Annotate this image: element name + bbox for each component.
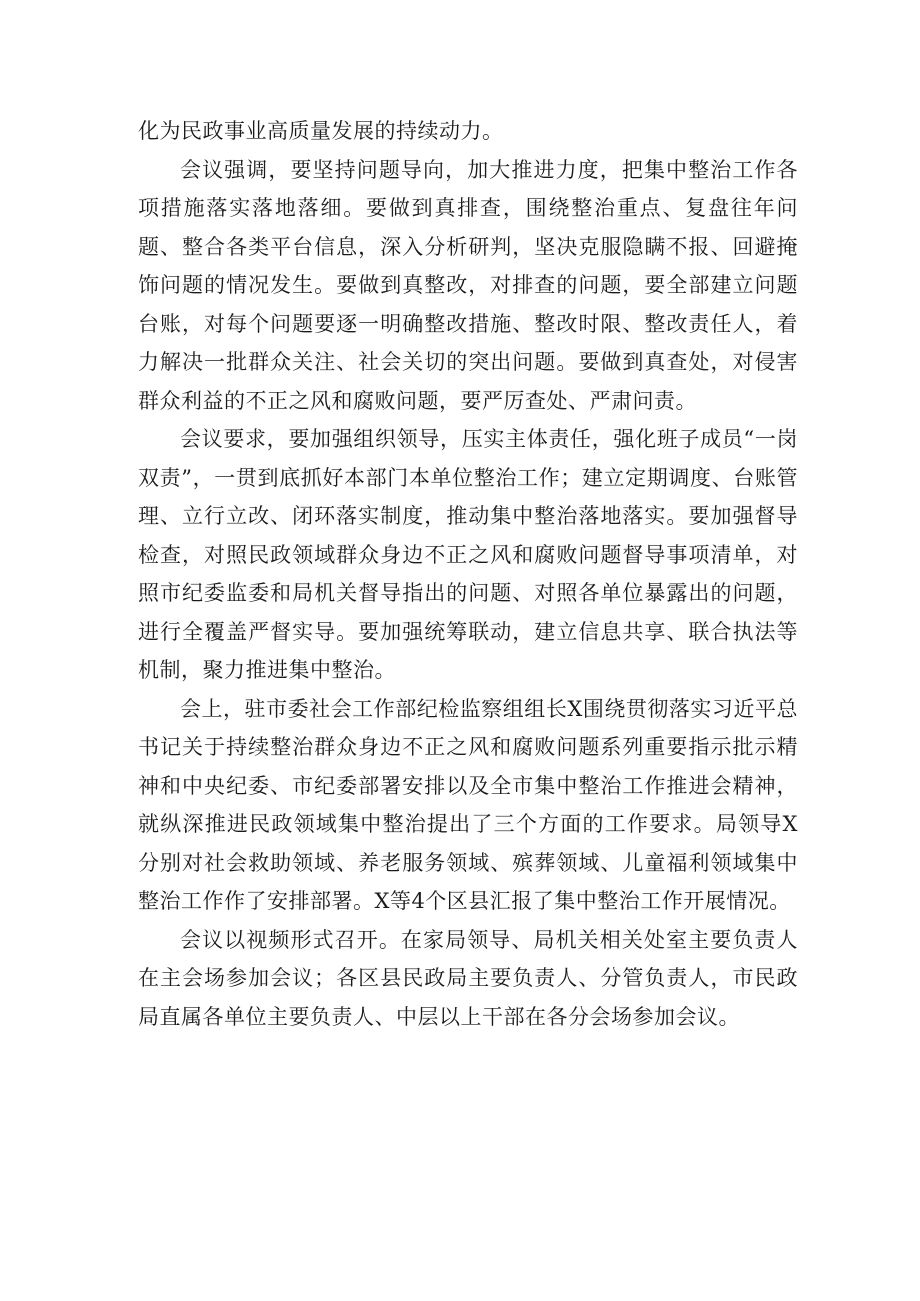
paragraph-meeting-remarks: 会上，驻市委社会工作部纪检监察组组长X围绕贯彻落实习近平总书记关于持续整治群众身边不正之风和腐败问题系列重要指示批示精神和中央纪委、市纪委部署安排以及全市集中整治工作推进会精神，就纵深推进民政领域集中整治提出了三个方面的工作要求。局领导X分别对社会救助领域、养老服务领域、殡葬领域、儿童福利领域集中整治工作作了安排部署。X等4个区县汇报了集中整治工作开展情况。 bbox=[138, 696, 798, 913]
paragraph-continuation: 化为民政事业高质量发展的持续动力。 bbox=[138, 119, 504, 143]
paragraph-requirements: 会议要求，要加强组织领导，压实主体责任，强化班子成员“一岗双责”，一贯到底抓好本部门本单位整治工作；建立定期调度、台账管理、立行立改、闭环落实制度，推动集中整治落地落实。要加强督导检查，对照民政领域群众身边不正之风和腐败问题督导事项清单，对照市纪委监委和局机关督导指出的问题、对照各单位暴露出的问题，进行全覆盖严督实导。要加强统筹联动，建立信息共享、联合执法等机制，聚力推进集中整治。 bbox=[138, 427, 798, 682]
document-body bbox=[138, 112, 798, 1036]
paragraph-emphasis: 会议强调，要坚持问题导向，加大推进力度，把集中整治工作各项措施落实落地落细。要做到真排查，围绕整治重点、复盘往年问题、整合各类平台信息，深入分析研判，坚决克服隐瞒不报、回避掩饰问题的情况发生。要做到真整改，对排查的问题，要全部建立问题台账，对每个问题要逐一明确整改措施、整改时限、整改责任人，着力解决一批群众关注、社会关切的突出问题。要做到真查处，对侵害群众利益的不正之风和腐败问题，要严厉查处、严肃问责。 bbox=[138, 157, 798, 413]
paragraph-meeting-format: 会议以视频形式召开。在家局领导、局机关相关处室主要负责人在主会场参加会议；各区县民政局主要负责人、分管负责人，市民政局直属各单位主要负责人、中层以上干部在各分会场参加会议。 bbox=[138, 927, 798, 1029]
